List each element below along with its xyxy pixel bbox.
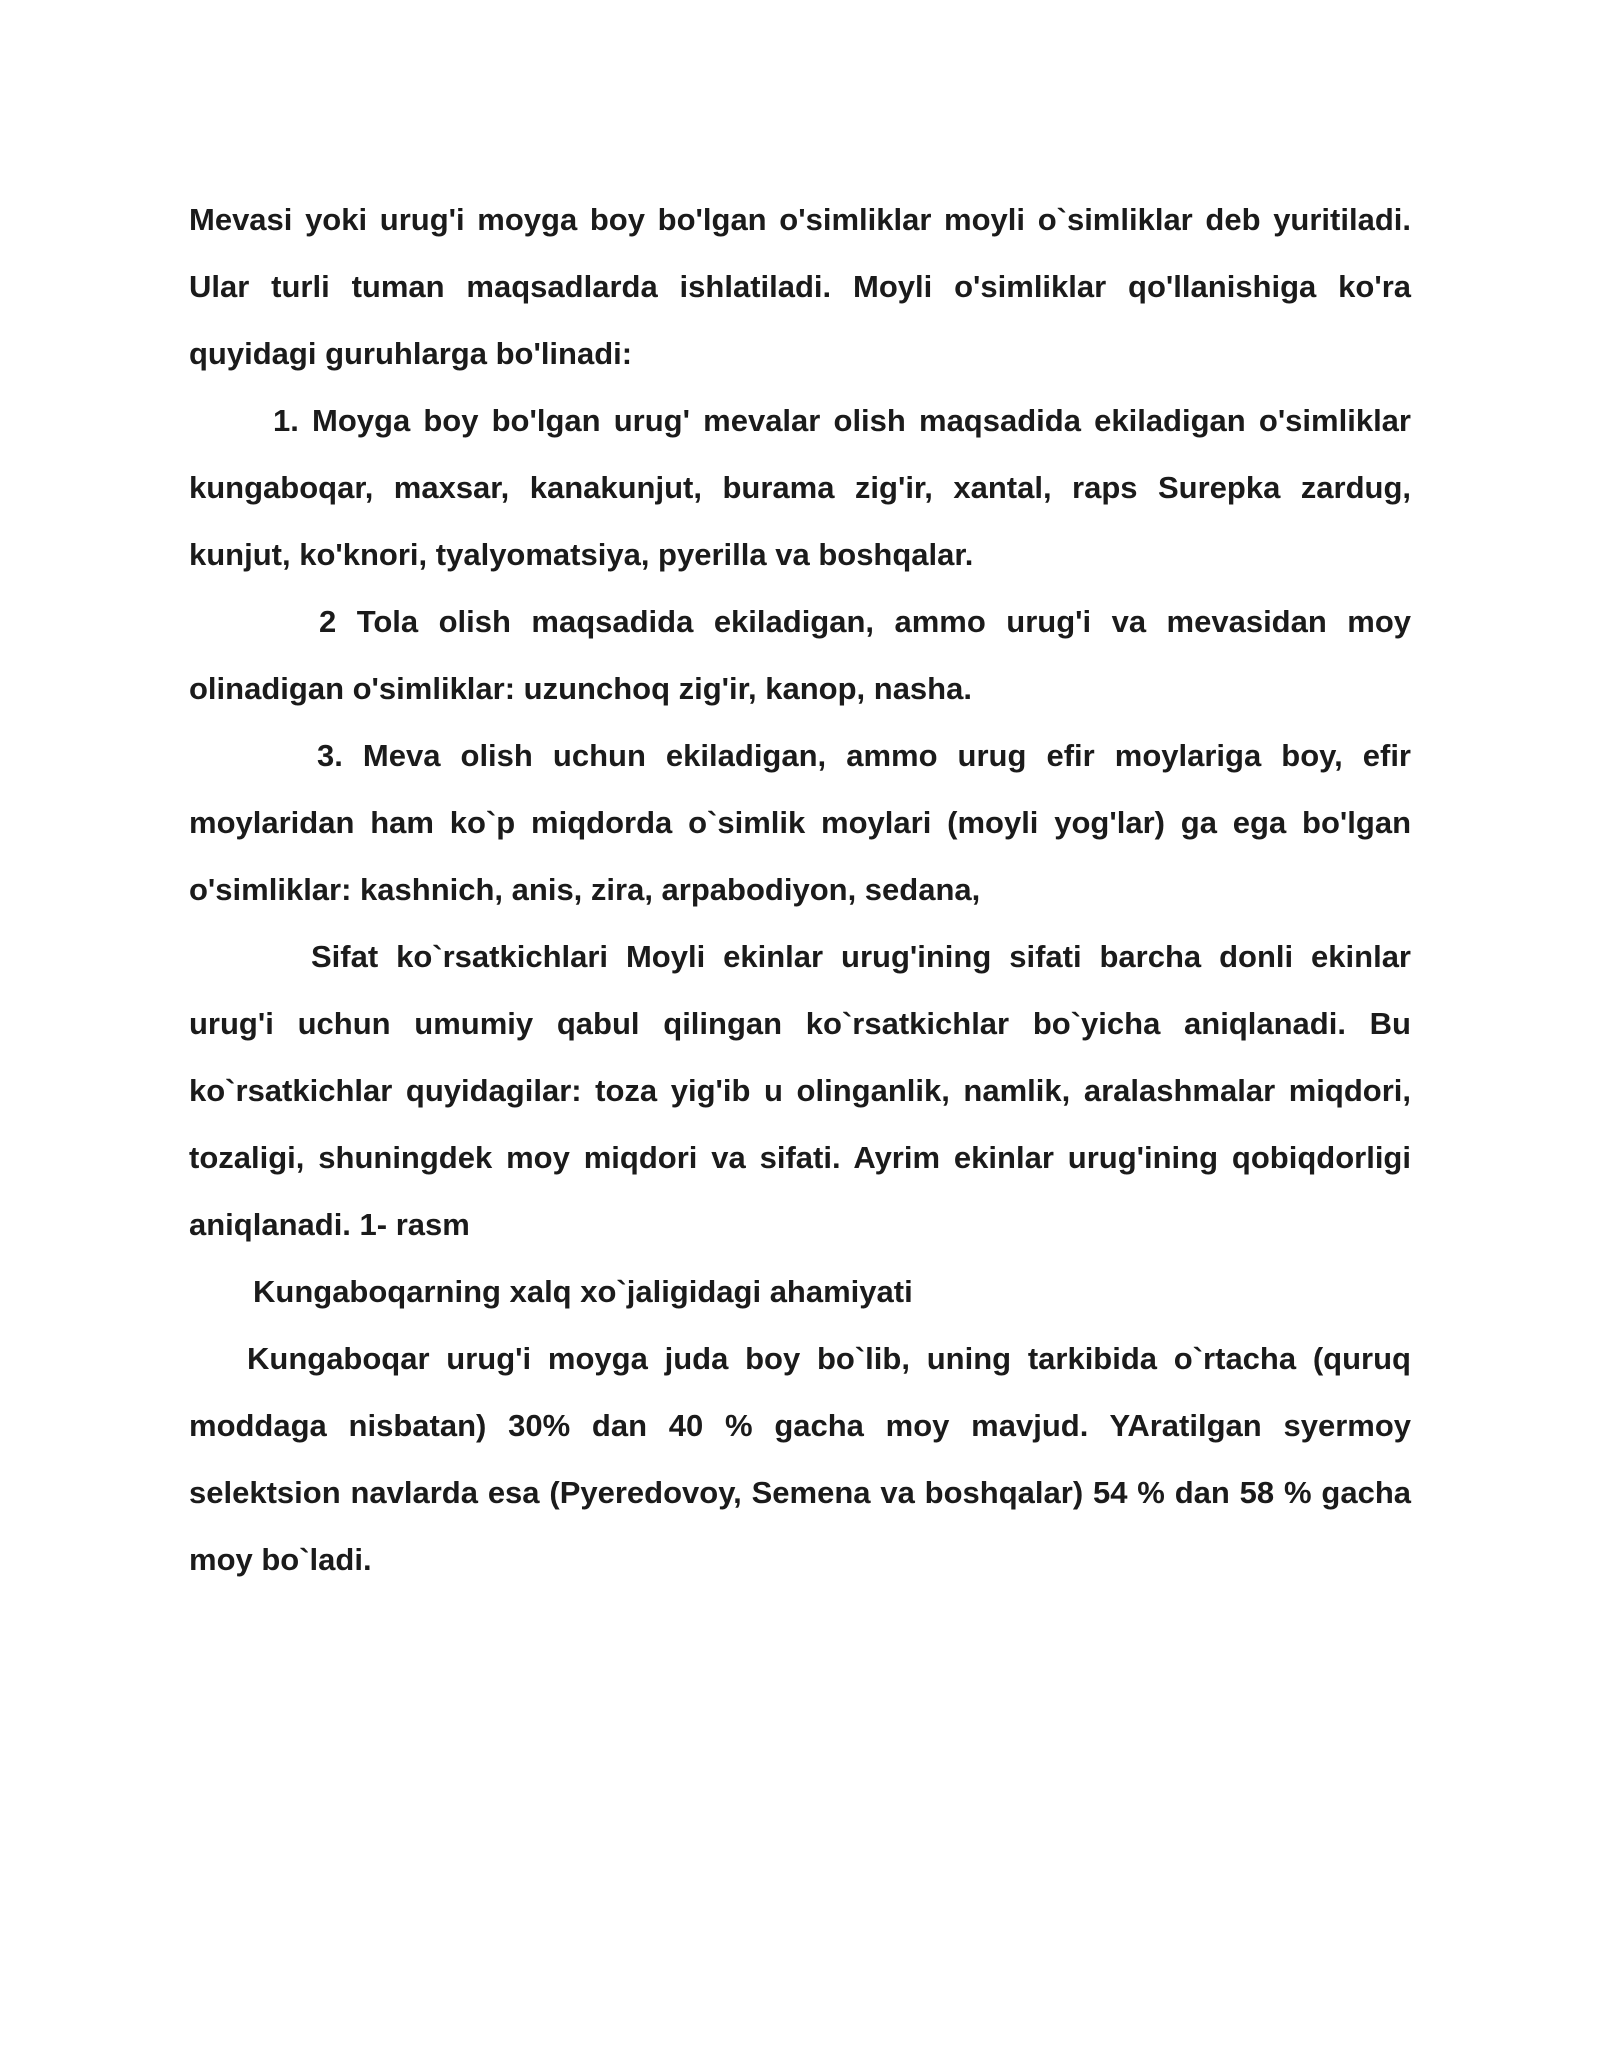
document-page xyxy=(189,186,1411,1593)
list-item-1-paragraph: 1. Moyga boy bo'lgan urug' mevalar olish maqsadida ekiladigan o'simliklar kungaboqar, maxsar, kanakunjut, burama zig'ir, xantal, raps Surepka zardug, kunjut, ko'knori, tyalyomatsiya, pyerilla va boshqalar. xyxy=(189,403,1411,572)
sunflower-body-paragraph: Kungaboqar urug'i moyga juda boy bo`lib, uning tarkibida o`rtacha (quruq moddaga nisbatan) 30% dan 40 % gacha moy mavjud. YAratilgan syermoy selektsion navlarda esa (Pyeredovoy, Semena va boshqalar) 54 % dan 58 % gacha moy bo`ladi. xyxy=(189,1341,1411,1577)
intro-paragraph: Mevasi yoki urug'i moyga boy bo'lgan o'simliklar moyli o`simliklar deb yuritiladi. Ular turli tuman maqsadlarda ishlatiladi. Moyli o'simliklar qo'llanishiga ko'ra quyidagi guruhlarga bo'linadi: xyxy=(189,202,1411,371)
list-item-3-paragraph: 3. Meva olish uchun ekiladigan, ammo urug efir moylariga boy, efir moylaridan ham ko`p miqdorda o`simlik moylari (moyli yog'lar) ga ega bo'lgan o'simliklar: kashnich, anis, zira, arpabodiyon, sedana, xyxy=(189,738,1411,907)
section-heading: Kungaboqarning xalq xo`jaligidagi ahamiyati xyxy=(253,1274,913,1309)
list-item-2-paragraph: 2 Tola olish maqsadida ekiladigan, ammo urug'i va mevasidan moy olinadigan o'simliklar: uzunchoq zig'ir, kanop, nasha. xyxy=(189,604,1411,706)
quality-indicators-paragraph: Sifat ko`rsatkichlari Moyli ekinlar urug'ining sifati barcha donli ekinlar urug'i uchun umumiy qabul qilingan ko`rsatkichlar bo`yicha aniqlanadi. Bu ko`rsatkichlar quyidagilar: toza yig'ib u olinganlik, namlik, aralashmalar miqdori, tozaligi, shuningdek moy miqdori va sifati. Ayrim ekinlar urug'ining qobiqdorligi aniqlanadi. 1- rasm xyxy=(189,939,1411,1242)
